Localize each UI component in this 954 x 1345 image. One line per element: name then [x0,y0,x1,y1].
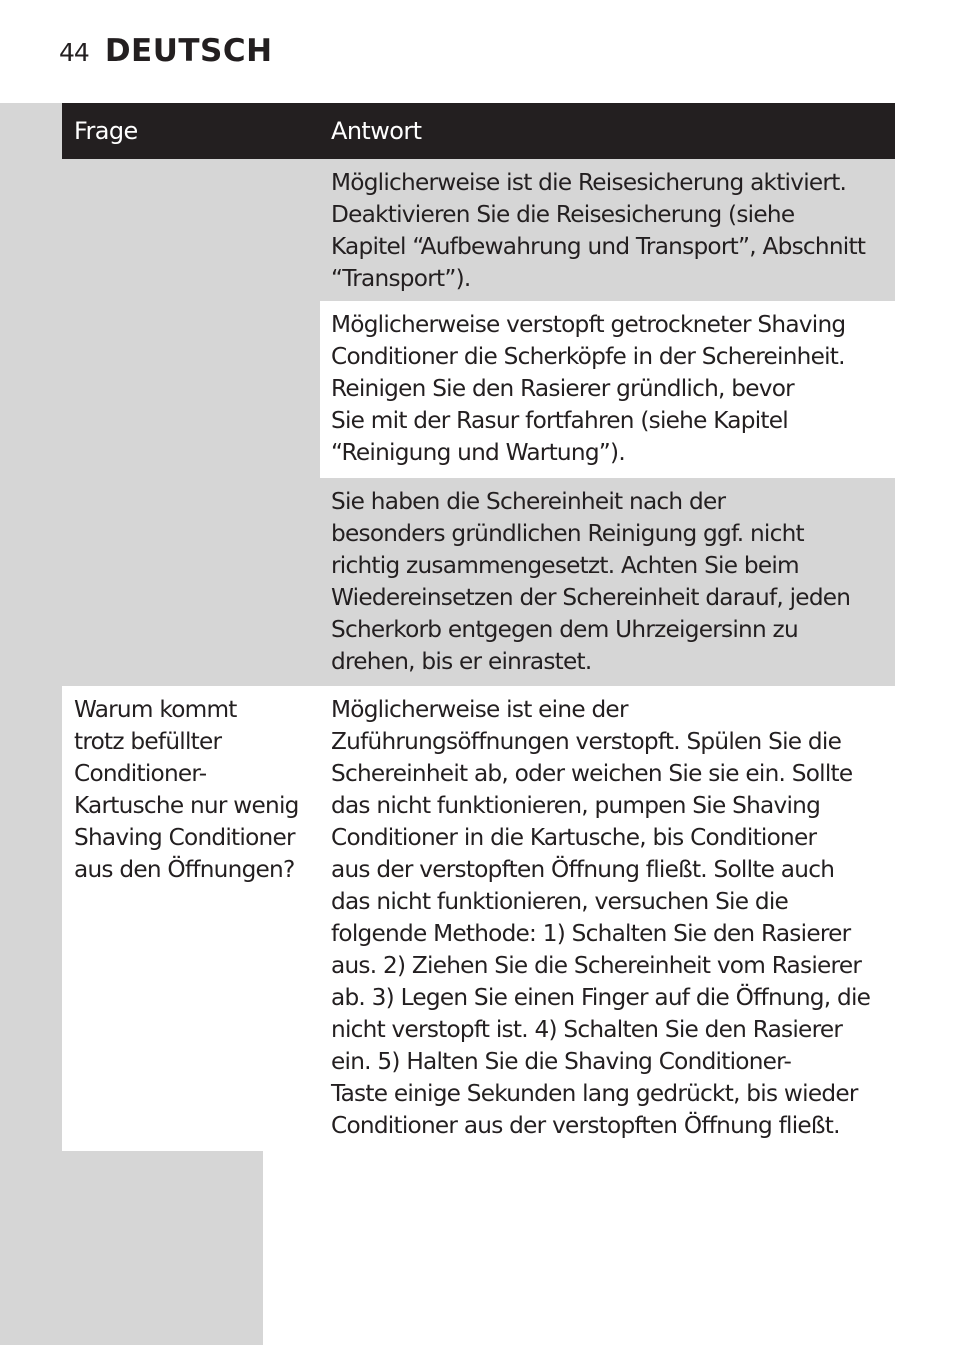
question-line: Conditioner- [74,760,207,787]
answer-cell [320,167,895,293]
answer-line: folgende Methode: 1) Schalten Sie den Rasierer [331,920,851,947]
answer-line: Conditioner in die Kartusche, bis Conditioner [331,824,817,851]
answer-line: ein. 5) Halten Sie die Shaving Conditioner- [331,1048,792,1075]
answer-line: Möglicherweise verstopft getrockneter Shaving [331,311,846,338]
section-title: DEUTSCH [104,33,273,69]
faq-table [62,103,895,1151]
question-cell [62,301,320,478]
question-line: Warum kommt [74,696,237,723]
answer-line: Conditioner aus der verstopften Öffnung fließt. [331,1112,840,1139]
answer-cell [320,694,895,1143]
answer-line: Zuführungsöffnungen verstopft. Spülen Sie die [331,728,842,755]
page-number: 44 [59,38,89,67]
question-cell [62,694,320,1143]
answer-line: das nicht funktionieren, pumpen Sie Shaving [331,792,821,819]
page-header [59,33,273,73]
answer-line: Conditioner die Scherköpfe in der Schereinheit. [331,343,845,370]
answer-line: aus. 2) Ziehen Sie die Schereinheit vom Rasierer [331,952,862,979]
table-row [62,301,895,478]
answer-line: Schereinheit ab, oder weichen Sie sie ein. Sollte [331,760,853,787]
answer-line: drehen, bis er einrastet. [331,648,592,675]
answer-line: Taste einige Sekunden lang gedrückt, bis wieder [331,1080,858,1107]
question-cell [62,486,320,678]
question-line: Kartusche nur wenig [74,792,299,819]
question-line: aus den Öffnungen? [74,856,295,883]
answer-line: nicht verstopft ist. 4) Schalten Sie den Rasierer [331,1016,843,1043]
answer-line: Sie mit der Rasur fortfahren (siehe Kapitel [331,407,788,434]
answer-line: Deaktivieren Sie die Reisesicherung (siehe [331,201,795,228]
column-header-answer: Antwort [331,117,422,145]
answer-line: Möglicherweise ist eine der [331,696,628,723]
answer-cell [320,309,895,470]
answer-line: Scherkorb entgegen dem Uhrzeigersinn zu [331,616,798,643]
answer-line: Kapitel “Aufbewahrung und Transport”, Abschnitt [331,233,866,260]
answer-line: “Transport”). [331,265,471,292]
question-cell [62,167,320,293]
column-header-question: Frage [74,117,138,145]
answer-line: aus der verstopften Öffnung fließt. Sollte auch [331,856,835,883]
answer-cell [320,486,895,678]
table-row [62,159,895,301]
table-row [62,478,895,686]
answer-line: das nicht funktionieren, versuchen Sie die [331,888,789,915]
question-line: Shaving Conditioner [74,824,295,851]
table-row [62,686,895,1151]
answer-line: “Reinigung und Wartung”). [331,439,625,466]
answer-line: Möglicherweise ist die Reisesicherung aktiviert. [331,169,847,196]
answer-line: Reinigen Sie den Rasierer gründlich, bevor [331,375,794,402]
answer-line: ab. 3) Legen Sie einen Finger auf die Öffnung, die [331,984,871,1011]
answer-line: richtig zusammengesetzt. Achten Sie beim [331,552,799,579]
question-line: trotz befüllter [74,728,222,755]
answer-line: Wiedereinsetzen der Schereinheit darauf, jeden [331,584,851,611]
answer-line: besonders gründlichen Reinigung ggf. nicht [331,520,804,547]
table-header-row [62,103,895,159]
answer-line: Sie haben die Schereinheit nach der [331,488,726,515]
